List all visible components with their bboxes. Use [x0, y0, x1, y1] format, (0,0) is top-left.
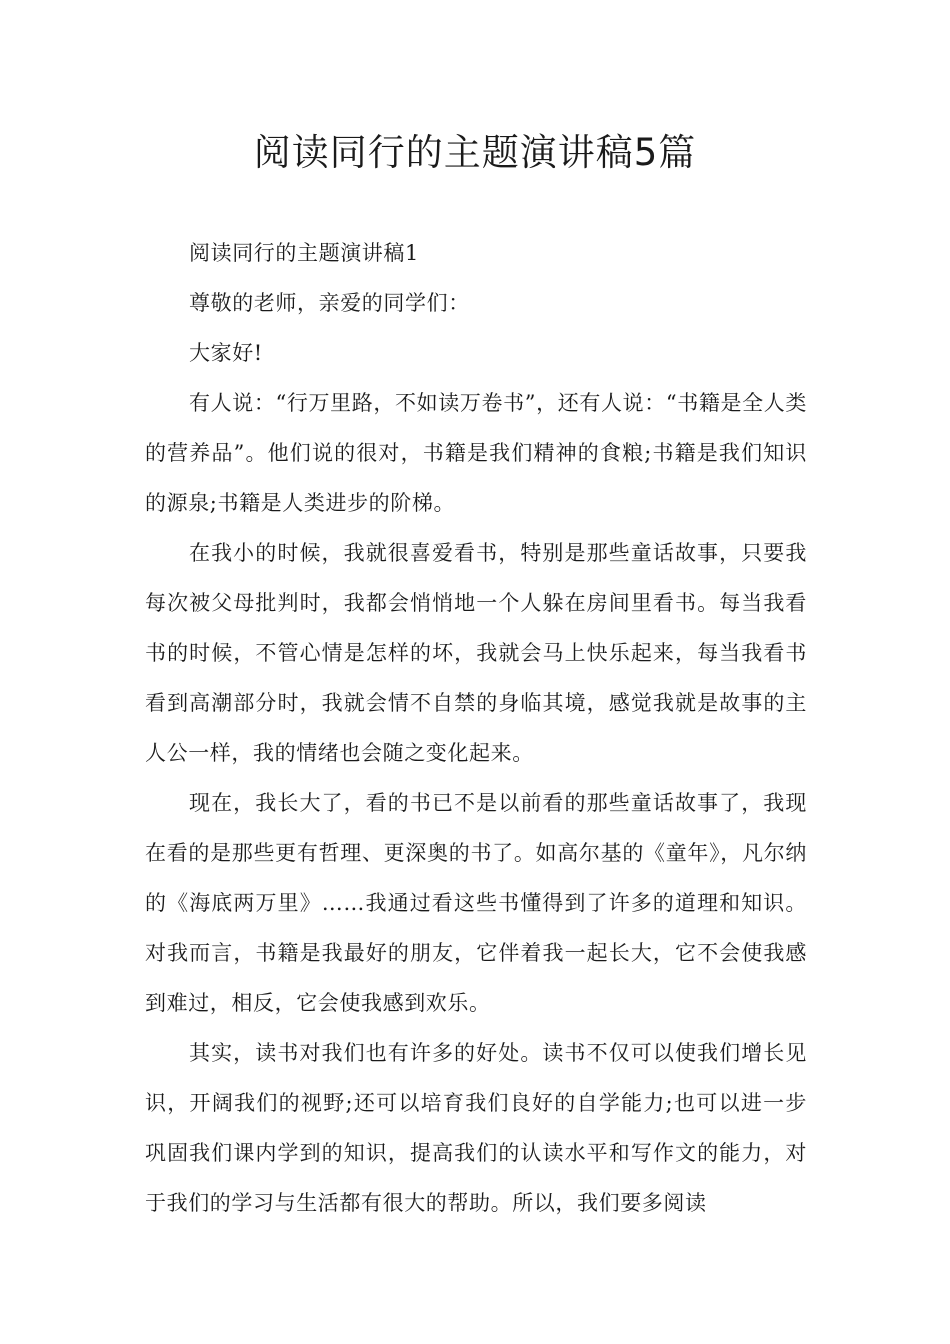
paragraph-3: 现在，我长大了，看的书已不是以前看的那些童话故事了，我现在看的是那些更有哲理、更深奥的书了。如高尔基的《童年》，凡尔纳的《海底两万里》……我通过看这些书懂得到了许多的道理和知识。对我而言，书籍是我最好的朋友，它伴着我一起长大，它不会使我感到难过，相反，它会使我感到欢乐。	[145, 791, 807, 1015]
document-title: 阅读同行的主题演讲稿5篇	[253, 131, 697, 174]
paragraph-1: 有人说：“行万里路，不如读万卷书”，还有人说：“书籍是全人类的营养品”。他们说的很对，书籍是我们精神的食粮;书籍是我们知识的源泉;书籍是人类进步的阶梯。	[145, 391, 807, 515]
paragraph-2: 在我小的时候，我就很喜爱看书，特别是那些童话故事，只要我每次被父母批判时，我都会悄悄地一个人躲在房间里看书。每当我看书的时候，不管心情是怎样的坏，我就会马上快乐起来，每当我看书看到高潮部分时，我就会情不自禁的身临其境，感觉我就是故事的主人公一样，我的情绪也会随之变化起来。	[145, 541, 807, 765]
greeting: 大家好!	[189, 341, 263, 365]
speech-heading: 阅读同行的主题演讲稿1	[189, 241, 419, 265]
paragraph-4: 其实，读书对我们也有许多的好处。读书不仅可以使我们增长见识，开阔我们的视野;还可以培育我们良好的自学能力;也可以进一步巩固我们课内学到的知识，提高我们的认读水平和写作文的能力，对于我们的学习与生活都有很大的帮助。所以，我们要多阅读	[145, 1041, 807, 1215]
document-body	[145, 228, 807, 1228]
salutation: 尊敬的老师，亲爱的同学们：	[189, 291, 470, 315]
